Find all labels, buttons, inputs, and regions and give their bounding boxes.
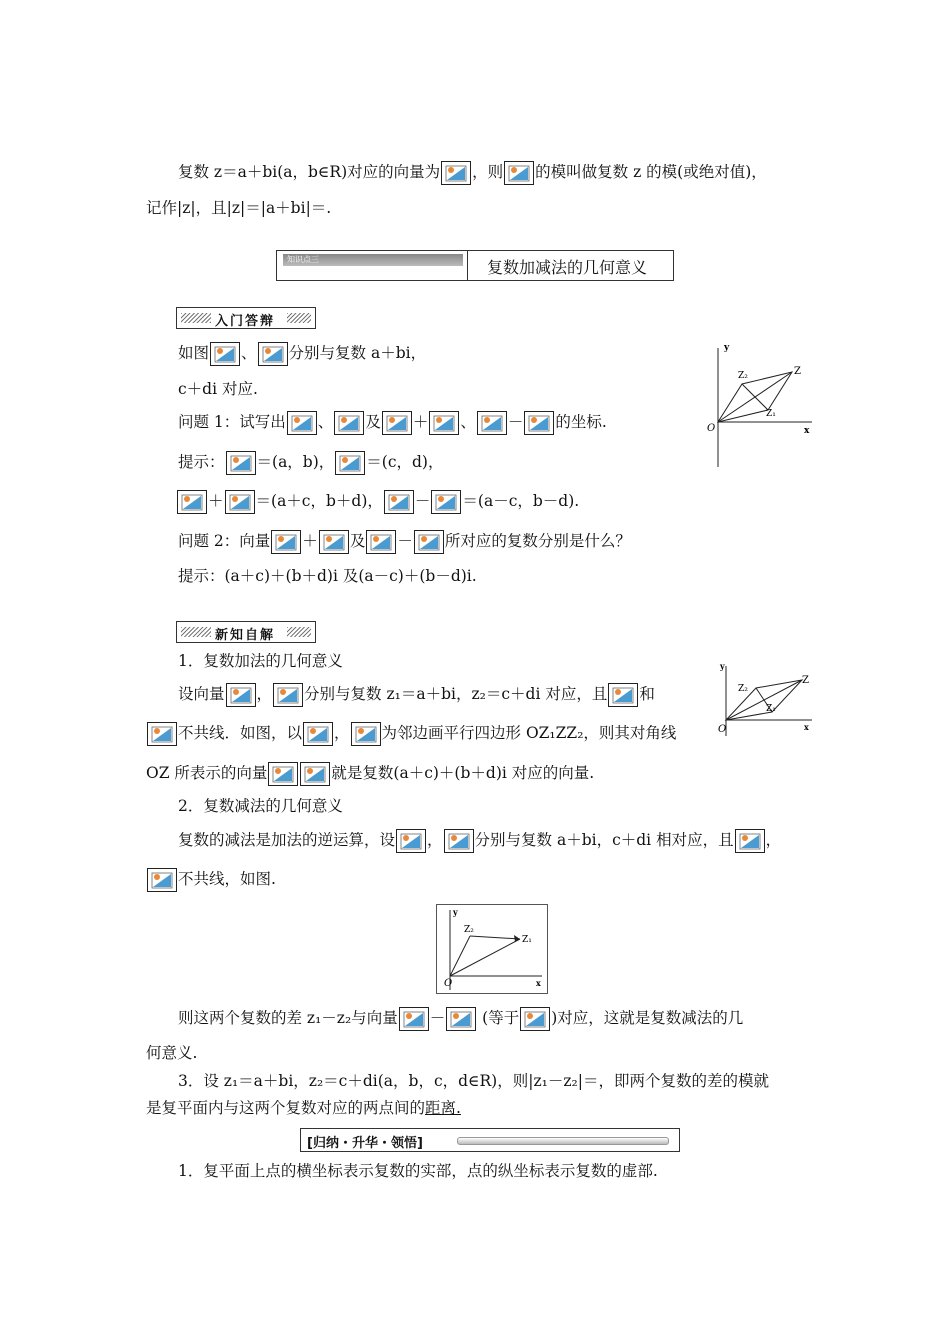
- section-tag-label: 新知自解: [215, 628, 276, 643]
- point-z-label: Z: [794, 366, 801, 377]
- broken-image-icon: [300, 762, 330, 786]
- broken-image-icon: [524, 411, 554, 435]
- text: 及: [365, 413, 381, 431]
- broken-image-icon: [399, 1007, 429, 1031]
- addition-line3: [146, 762, 594, 786]
- point-z2-label: Z₂: [738, 684, 748, 694]
- text: 的坐标.: [555, 413, 607, 431]
- text: 不共线．如图，以: [178, 724, 303, 742]
- broken-image-icon: [226, 683, 256, 707]
- text: －: [397, 532, 413, 550]
- subtraction-diagram: [436, 904, 548, 994]
- subtraction-line1: [178, 829, 781, 853]
- broken-image-icon: [351, 722, 381, 746]
- point-z-label: Z: [802, 675, 809, 686]
- axis-y-label: y: [453, 907, 458, 917]
- subtraction-line2: [146, 868, 276, 892]
- broken-image-icon: [444, 829, 474, 853]
- text: 和: [639, 685, 655, 703]
- section-tag-intro: [176, 307, 316, 329]
- broken-image-icon: [225, 490, 255, 514]
- knowledge-point-title: 复数加减法的几何意义: [487, 258, 648, 277]
- divider: [467, 251, 468, 280]
- subtitle-addition: 1．复数加法的几何意义: [178, 652, 343, 670]
- text: 为邻边画平行四边形 OZ₁ZZ₂，则其对角线: [381, 724, 677, 742]
- broken-image-icon: [431, 490, 461, 514]
- distance-line1: 3．设 z₁＝a＋bi，z₂＝c＋di(a，b，c，d∈R)，则|z₁－z₂|＝，即两个复数的差的模就: [178, 1072, 769, 1090]
- distance-line2: [146, 1097, 461, 1119]
- broken-image-icon: [273, 683, 303, 707]
- text: ，: [765, 831, 782, 849]
- origin-label: O: [444, 978, 453, 989]
- text: 则这两个复数的差 z₁－z₂与向量: [178, 1009, 398, 1027]
- text: OZ 所表示的向量: [146, 764, 268, 782]
- text: (等于: [482, 1009, 520, 1027]
- origin-label: O: [718, 724, 727, 735]
- text: 、: [317, 413, 334, 431]
- addition-diagram: [712, 660, 818, 740]
- text: ＝(a＋c，b＋d)，: [255, 492, 383, 510]
- text: 设向量: [178, 685, 225, 703]
- broken-image-icon: [520, 1007, 550, 1031]
- text: ＝(a－c，b－d).: [462, 492, 580, 510]
- axis-y-label: y: [720, 661, 725, 671]
- intro-line2: c＋di 对应.: [178, 380, 258, 398]
- addition-line1: [178, 683, 655, 707]
- text: －: [414, 492, 431, 510]
- hatch-decor: [181, 627, 211, 637]
- broken-image-icon: [384, 490, 414, 514]
- broken-image-icon: [147, 868, 177, 892]
- broken-image-icon: [177, 490, 207, 514]
- subtraction-line3: [178, 1007, 743, 1031]
- broken-image-icon: [414, 530, 444, 554]
- broken-image-icon: [477, 411, 507, 435]
- text: 不共线，如图.: [178, 870, 276, 888]
- point-z1-label: Z₁: [522, 935, 532, 945]
- knowledge-point-box: [276, 250, 674, 281]
- text: ，: [427, 831, 443, 849]
- text: 及: [349, 532, 366, 550]
- section-tag-new: [176, 621, 316, 643]
- text: ，: [256, 685, 273, 703]
- broken-image-icon: [446, 1007, 476, 1031]
- point-z1-label: Z₁: [766, 704, 776, 714]
- broken-image-icon: [441, 161, 471, 185]
- text: 复数的减法是加法的逆运算，设: [178, 831, 396, 849]
- broken-image-icon: [429, 411, 459, 435]
- summary-banner: [300, 1128, 680, 1152]
- hint2-line: [176, 490, 579, 514]
- text: ＝(a，b)，: [256, 453, 335, 471]
- text: 提示：: [178, 453, 225, 471]
- text: －: [507, 413, 524, 431]
- point-z2-label: Z₂: [738, 371, 748, 381]
- point-z1-label: Z₁: [766, 409, 776, 419]
- axis-y-label: y: [724, 343, 730, 353]
- text: ，则: [472, 163, 504, 181]
- origin-label: O: [707, 423, 716, 434]
- text: 的模叫做复数 z 的模(或绝对值)，: [535, 163, 767, 181]
- broken-image-icon: [334, 411, 364, 435]
- broken-image-icon: [258, 342, 288, 366]
- text: ，: [334, 724, 350, 742]
- text: －: [429, 1009, 446, 1027]
- text: 问题 1：试写出: [178, 413, 286, 431]
- hint3-line: 提示：(a＋c)＋(b＋d)i 及(a－c)＋(b－d)i.: [178, 567, 477, 585]
- subtitle-subtraction: 2．复数减法的几何意义: [178, 797, 343, 815]
- text: 、: [460, 413, 476, 431]
- broken-image-icon: [226, 451, 256, 475]
- broken-image-icon: [210, 342, 240, 366]
- broken-image-icon: [735, 829, 765, 853]
- text: 就是复数(a＋c)＋(b＋d)i 对应的向量.: [331, 764, 595, 782]
- paragraph-modulus-line1: [178, 161, 767, 185]
- summary-line1: 1．复平面上点的横坐标表示复数的实部，点的纵坐标表示复数的虚部.: [178, 1162, 658, 1180]
- point-z2-label: Z₂: [464, 925, 474, 935]
- broken-image-icon: [396, 829, 426, 853]
- broken-image-icon: [366, 530, 396, 554]
- question2-line: [178, 530, 631, 554]
- text: 如图: [178, 344, 210, 362]
- broken-image-icon: [271, 530, 301, 554]
- parallelogram-diagram: [690, 342, 820, 472]
- text: ＝(c，d)，: [366, 453, 444, 471]
- broken-image-icon: [147, 722, 177, 746]
- broken-image-icon: [382, 411, 412, 435]
- broken-image-icon: [608, 683, 638, 707]
- hint1-line: [178, 451, 443, 475]
- text: ＋: [412, 413, 429, 431]
- knowledge-point-label: 知识点三: [283, 254, 463, 266]
- banner-bar-decor: [457, 1137, 669, 1145]
- addition-line2: [146, 722, 676, 746]
- hatch-decor: [287, 313, 311, 323]
- text: 分别与复数 a＋bi，: [288, 344, 427, 362]
- text: 是复平面内与这两个复数对应的两点间的: [146, 1099, 426, 1117]
- axis-x-label: x: [804, 426, 810, 436]
- question1-line: [178, 411, 607, 435]
- text: 分别与复数 z₁＝a＋bi，z₂＝c＋di 对应，且: [304, 685, 608, 703]
- broken-image-icon: [287, 411, 317, 435]
- text: ＋: [302, 532, 318, 550]
- text: ＋: [208, 492, 224, 510]
- broken-image-icon: [319, 530, 349, 554]
- text: 、: [241, 344, 257, 362]
- hatch-decor: [181, 313, 211, 323]
- text: 分别与复数 a＋bi，c＋di 相对应，且: [474, 831, 734, 849]
- underlined-term: 距离.: [425, 1099, 461, 1117]
- axis-x-label: x: [536, 978, 541, 988]
- broken-image-icon: [335, 451, 365, 475]
- text: 所对应的复数分别是什么？: [444, 532, 631, 550]
- text: 复数 z＝a＋bi(a，b∈R)对应的向量为: [178, 163, 441, 181]
- broken-image-icon: [268, 762, 298, 786]
- text: 问题 2：向量: [178, 532, 271, 550]
- text: )对应，这就是复数减法的几: [551, 1009, 744, 1027]
- broken-image-icon: [504, 161, 534, 185]
- intro-line1: [178, 342, 426, 366]
- summary-banner-label: [归纳・升华・领悟]: [307, 1136, 423, 1151]
- hatch-decor: [287, 627, 311, 637]
- section-tag-label: 入门答辩: [215, 314, 276, 329]
- subtraction-line4: 何意义.: [146, 1044, 198, 1062]
- broken-image-icon: [303, 722, 333, 746]
- paragraph-modulus-line2: 记作|z|，且|z|＝|a＋bi|＝.: [146, 199, 332, 217]
- axis-x-label: x: [804, 722, 809, 732]
